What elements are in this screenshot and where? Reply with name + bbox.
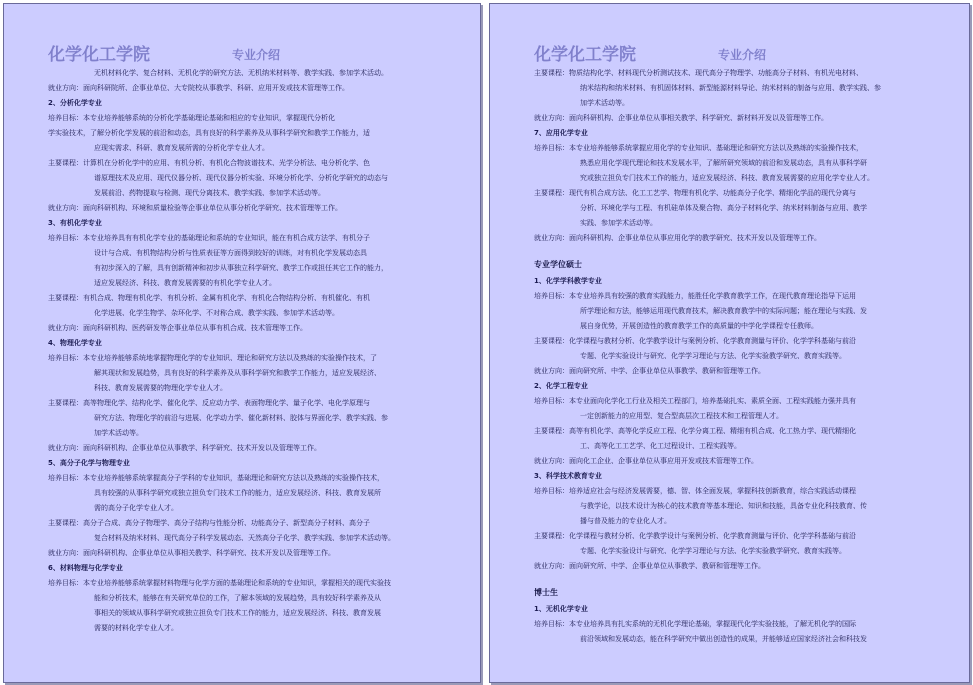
text-line: 主要课程：化学课程与教材分析、化学教学设计与案例分析、化学教育测量与评价、化学学科基础与前沿 <box>534 337 856 345</box>
text-line: 学实验技术，了解分析化学发展的前沿和动态，具有良好的科学素养及从事科学研究和教学工作能力，适 <box>48 129 370 137</box>
subsection-heading: 1、化学学科教学专业 <box>534 277 602 285</box>
text-line: 一定创新能力的应用型、复合型高层次工程技术和工程管理人才。 <box>580 412 783 420</box>
text-line: 需的高分子化学专业人才。 <box>94 504 178 512</box>
text-line: 培养目标：本专业培养能够系统地掌握物理化学的专业知识、理论和研究方法以及熟练的实验操作技术，了 <box>48 354 377 362</box>
text-line: 就业方向：面向科研机构、环境和质量检验等企事业单位从事分析化学研究、技术管理等工作。 <box>48 204 342 212</box>
text-line: 培养目标：本专业面向化学化工行业及相关工程部门，培养基础扎实、素质全面、工程实践能力强并具有 <box>534 397 856 405</box>
text-line: 化学进展、化学生物学、杂环化学、不对称合成、教学实践、参加学术活动等。 <box>94 309 339 317</box>
text-line: 培养目标：本专业培养具有较强的教育实践能力，能胜任化学教育教学工作，在现代教育理论指导下运用 <box>534 292 856 300</box>
text-line: 就业方向：面向科研机构、企事业单位从事相关教学、科学研究、新材料开发以及管理等工作。 <box>534 114 828 122</box>
text-line: 适应发展经济、科技、教育发展需要的有机化学专业人才。 <box>94 279 276 287</box>
subsection-heading: 2、分析化学专业 <box>48 99 102 107</box>
text-line: 培养目标：本专业培养能够系统掌握应用化学的专业知识、基础理论和研究方法以及熟练的实验操作技术， <box>534 144 863 152</box>
text-line: 主要课程：计算机在分析化学中的应用、有机分析、有机化合物波谱技术、光学分析法、电分析化学、色 <box>48 159 370 167</box>
text-line: 解其现状和发展趋势，具有良好的科学素养及从事科学研究和教学工作能力，适应发展经济、 <box>94 369 381 377</box>
text-line: 纳米结构和纳米材料、有机固体材料、新型能源材料导论、纳米材料的制备与应用、教学实践、参 <box>580 84 881 92</box>
subsection-heading: 1、无机化学专业 <box>534 605 588 613</box>
text-line: 就业方向：面向化工企业、企事业单位从事应用开发或技术管理等工作。 <box>534 457 758 465</box>
text-line: 主要课程：高等物理化学、结构化学、催化化学、反应动力学、表面物理化学、量子化学、电化学原理与 <box>48 399 370 407</box>
text-line: 培养目标：本专业培养具有有机化学专业的基础理论和系统的专业知识，能在有机合成方法学、有机分子 <box>48 234 370 242</box>
text-line: 谱原理技术及应用、现代仪器分析、现代仪器分析实验、环境分析化学、分析化学研究的动态与 <box>94 174 388 182</box>
text-line: 究或独立担负专门技术工作的能力，适应发展经济、科技、教育发展需要的应用化学专业人才。 <box>580 174 874 182</box>
text-line: 加学术活动等。 <box>94 429 143 437</box>
page-body-left <box>48 66 446 636</box>
page-header <box>48 38 470 68</box>
text-line: 就业方向：面向科研机构、医药研发等企事业单位从事有机合成、技术管理等工作。 <box>48 324 307 332</box>
text-line: 主要课程：高等有机化学、高等化学反应工程、化学分离工程、精细有机合成、化工热力学、现代精细化 <box>534 427 856 435</box>
text-line: 主要课程：现代有机合成方法、化工工艺学、物理有机化学、功能高分子化学、精细化学品的现代分离与 <box>534 189 856 197</box>
document-page-right <box>489 3 970 683</box>
text-line: 主要课程：物质结构化学、材料现代分析测试技术、现代高分子物理学、功能高分子材料、有机光电材料、 <box>534 69 863 77</box>
college-title: 化学化工学院 <box>48 45 150 65</box>
text-line: 培养目标：培养适应社会与经济发展需要，德、智、体全面发展，掌握科技创新教育，综合实践活动课程 <box>534 487 856 495</box>
text-line: 事相关的领域从事科学研究或独立担负专门技术工作的能力，适应发展经济、科技、教育发展 <box>94 609 381 617</box>
text-line: 培养目标：本专业培养能够系统掌握高分子学科的专业知识，基础理论和研究方法以及熟练的实验操作技术， <box>48 474 384 482</box>
text-line: 有初步深入的了解，具有创新精神和初步从事独立科学研究、教学工作或担任其它工作的能力， <box>94 264 388 272</box>
text-line: 研究方法、物理化学的前沿与进展、化学动力学、催化新材料、胶体与界面化学、教学实践、参 <box>94 414 388 422</box>
text-line: 复合材料及纳米材料、现代高分子科学发展动态、天然高分子化学、教学实践、参加学术活动等。 <box>94 534 395 542</box>
text-line: 主要课程：化学课程与教材分析、化学教学设计与案例分析、化学教育测量与评价、化学学科基础与前沿 <box>534 532 856 540</box>
text-line: 展自身优势，开展创造性的教育教学工作的高质量的中学化学课程专任教师。 <box>580 322 818 330</box>
page-body-right <box>534 66 935 647</box>
text-line: 主要课程：有机合成、物理有机化学、有机分析、金属有机化学、有机化合物结构分析、有机催化、有机 <box>48 294 370 302</box>
text-line: 就业方向：面向研究所、中学、企事业单位从事教学、教研和管理等工作。 <box>534 562 765 570</box>
text-line: 科技、教育发展需要的物理化学专业人才。 <box>94 384 227 392</box>
text-line: 就业方向：面向科研机构、企事业单位从事相关教学、科学研究、技术开发以及管理等工作。 <box>48 549 335 557</box>
subsection-heading: 4、物理化学专业 <box>48 339 102 347</box>
text-line: 能和分析技术，能够在有关研究单位的工作，了解本领域的发展趋势，具有较好科学素养及从 <box>94 594 381 602</box>
text-line: 就业方向：面向科研机构、企事业单位从事应用化学的教学研究、技术开发以及管理等工作。 <box>534 234 821 242</box>
text-line: 主要课程：高分子合成、高分子物理学、高分子结构与性能分析、功能高分子、新型高分子材料、高分子 <box>48 519 370 527</box>
text-line: 实践、参加学术活动等。 <box>580 219 657 227</box>
text-line: 前沿领域和发展动态，能在科学研究中做出创造性的成果，并能够适应国家经济社会和科技发 <box>580 635 867 643</box>
college-title: 化学化工学院 <box>534 45 636 65</box>
text-line: 需要的材料化学专业人才。 <box>94 624 178 632</box>
text-line: 发展前沿、药物提取与检测、现代分离技术、教学实践、参加学术活动等。 <box>94 189 325 197</box>
text-line: 就业方向：面向研究所、中学、企事业单位从事教学、教研和管理等工作。 <box>534 367 765 375</box>
subsection-heading: 2、化学工程专业 <box>534 382 588 390</box>
section-title: 专业介绍 <box>232 48 281 62</box>
text-line: 设计与合成、有机物结构分析与性质表征等方面得到较好的训练，对有机化学发展动态具 <box>94 249 367 257</box>
text-line: 分析、环境化学与工程、有机硅单体及聚合物、高分子材料化学、纳米材料制备与应用、教学 <box>580 204 867 212</box>
text-line: 专题、化学实验设计与研究、化学学习理论与方法、化学实验教学研究、教育实践等。 <box>580 352 846 360</box>
subsection-heading: 5、高分子化学与物理专业 <box>48 459 130 467</box>
text-line: 无机材料化学、复合材料、无机化学的研究方法、无机纳米材料等、教学实践、参加学术活动。 <box>94 69 388 77</box>
subsection-heading: 3、科学技术教育专业 <box>534 472 602 480</box>
text-line: 加学术活动等。 <box>580 99 629 107</box>
page-header <box>534 38 959 68</box>
text-line: 播与普及能力的专业化人才。 <box>580 517 671 525</box>
text-line: 应现实需求、科研、教育发展所需的分析化学专业人才。 <box>94 144 269 152</box>
text-line: 培养目标：本专业培养具有扎实系统的无机化学理论基础，掌握现代化学实验技能，了解无机化学的国际 <box>534 620 856 628</box>
text-line: 专题、化学实验设计与研究、化学学习理论与方法、化学实验教学研究、教育实践等。 <box>580 547 846 555</box>
text-line: 培养目标：本专业培养能够系统掌握材料物理与化学方面的基础理论和系统的专业知识，掌握相关的现代实验技 <box>48 579 391 587</box>
text-line: 就业方向：面向科研院所、企事业单位、大专院校从事教学、科研、应用开发或技术管理等工作。 <box>48 84 349 92</box>
subsection-heading: 3、有机化学专业 <box>48 219 102 227</box>
subsection-heading: 7、应用化学专业 <box>534 129 588 137</box>
text-line: 具有较强的从事科学研究或独立担负专门技术工作的能力，适应发展经济、科技、教育发展所 <box>94 489 381 497</box>
text-line: 熟悉应用化学现代理论和技术发展水平，了解所研究领域的前沿和发展动态，具有从事科学研 <box>580 159 867 167</box>
document-page-left <box>3 3 481 683</box>
text-line: 就业方向：面向科研机构、企事业单位从事教学、科学研究、技术开发以及管理等工作。 <box>48 444 321 452</box>
text-line <box>534 574 935 584</box>
section-heading: 专业学位硕士 <box>534 260 582 269</box>
subsection-heading: 6、材料物理与化学专业 <box>48 564 123 572</box>
text-line: 培养目标：本专业培养能够系统的分析化学基础理论基础和相应的专业知识，掌握现代分析化 <box>48 114 335 122</box>
text-line: 所学理论和方法，能够运用现代教育技术，解决教育教学中的实际问题；能在理论与实践、发 <box>580 307 867 315</box>
section-heading: 博士生 <box>534 588 558 597</box>
text-line: 工、高等化工工艺学、化工过程设计、工程实践等。 <box>580 442 741 450</box>
section-title: 专业介绍 <box>718 48 767 62</box>
text-line <box>534 246 935 256</box>
text-line: 与教学论，以技术设计为核心的技术教育等基本理论、知识和技能，具备专业化科技教育、传 <box>580 502 867 510</box>
